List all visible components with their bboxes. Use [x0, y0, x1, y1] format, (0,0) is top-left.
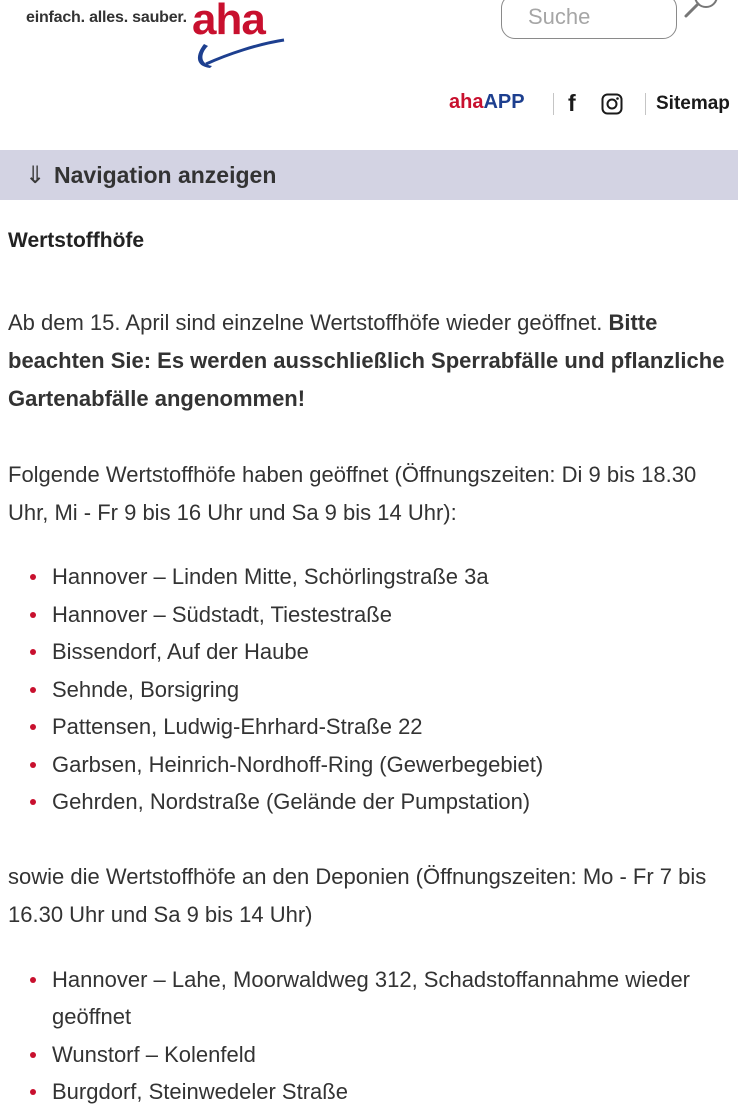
bullet-icon: [30, 762, 36, 768]
list-item: Wunstorf – Kolenfeld: [8, 1036, 730, 1074]
list-item: Pattensen, Ludwig-Ehrhard-Straße 22: [8, 708, 730, 746]
facebook-icon[interactable]: f: [568, 90, 576, 116]
list-item: Hannover – Linden Mitte, Schörlingstraße 3a: [8, 558, 730, 596]
bullet-icon: [30, 799, 36, 805]
bullet-icon: [30, 724, 36, 730]
bullet-icon: [30, 649, 36, 655]
list-item: Hannover – Lahe, Moorwaldweg 312, Schadstoffannahme wieder geöffnet: [8, 961, 730, 1036]
intro-text: Ab dem 15. April sind einzelne Wertstoffhöfe wieder geöffnet.: [8, 310, 609, 335]
list-item: Gehrden, Nordstraße (Gelände der Pumpstation): [8, 783, 730, 821]
search-input[interactable]: [502, 0, 676, 38]
navigation-toggle[interactable]: [0, 150, 738, 200]
bullet-icon: [30, 612, 36, 618]
sitemap-link[interactable]: Sitemap: [656, 93, 730, 114]
site-header: [0, 0, 738, 150]
main-content: [8, 226, 730, 1110]
page-title: Wertstoffhöfe: [8, 229, 145, 252]
top-links: [0, 88, 738, 124]
list-item: Sehnde, Borsigring: [8, 671, 730, 709]
intro-notice: Bitte beachten Sie: Es werden ausschließlich Sperrabfälle und pflanzliche Gartenabfälle angenommen!: [8, 310, 725, 411]
ahaapp-link[interactable]: ahaAPP: [449, 91, 525, 113]
bullet-icon: [30, 687, 36, 693]
wertstoffhoefe-list: [8, 558, 730, 821]
divider: [553, 93, 554, 115]
opening-hours-paragraph: Folgende Wertstoffhöfe haben geöffnet (Öffnungszeiten: Di 9 bis 18.30 Uhr, Mi - Fr 9 bis 16 Uhr und Sa 9 bis 14 Uhr):: [8, 462, 697, 525]
list-item: Bissendorf, Auf der Haube: [8, 633, 730, 671]
search-icon[interactable]: [680, 0, 720, 24]
list-item: Burgdorf, Steinwedeler Straße: [8, 1073, 730, 1110]
deponien-paragraph: sowie die Wertstoffhöfe an den Deponien (Öffnungszeiten: Mo - Fr 7 bis 16.30 Uhr und Sa 9 bis 14 Uhr): [8, 863, 707, 927]
list-item: Garbsen, Heinrich-Nordhoff-Ring (Gewerbegebiet): [8, 746, 730, 784]
bullet-icon: [30, 1089, 36, 1095]
search-box[interactable]: [501, 0, 677, 39]
divider: [645, 93, 646, 115]
instagram-icon[interactable]: [601, 93, 623, 115]
double-arrow-down-icon: ⇓: [25, 162, 46, 189]
intro-paragraph: [8, 304, 730, 418]
deponien-list: [8, 961, 730, 1110]
aha-logo[interactable]: [188, 0, 288, 72]
list-item: Hannover – Südstadt, Tiestestraße: [8, 596, 730, 634]
bullet-icon: [30, 977, 36, 983]
navigation-toggle-label: Navigation anzeigen: [54, 162, 277, 188]
bullet-icon: [30, 574, 36, 580]
logo-text: aha: [192, 0, 265, 44]
tagline: einfach. alles. sauber.: [26, 9, 187, 26]
bullet-icon: [30, 1052, 36, 1058]
